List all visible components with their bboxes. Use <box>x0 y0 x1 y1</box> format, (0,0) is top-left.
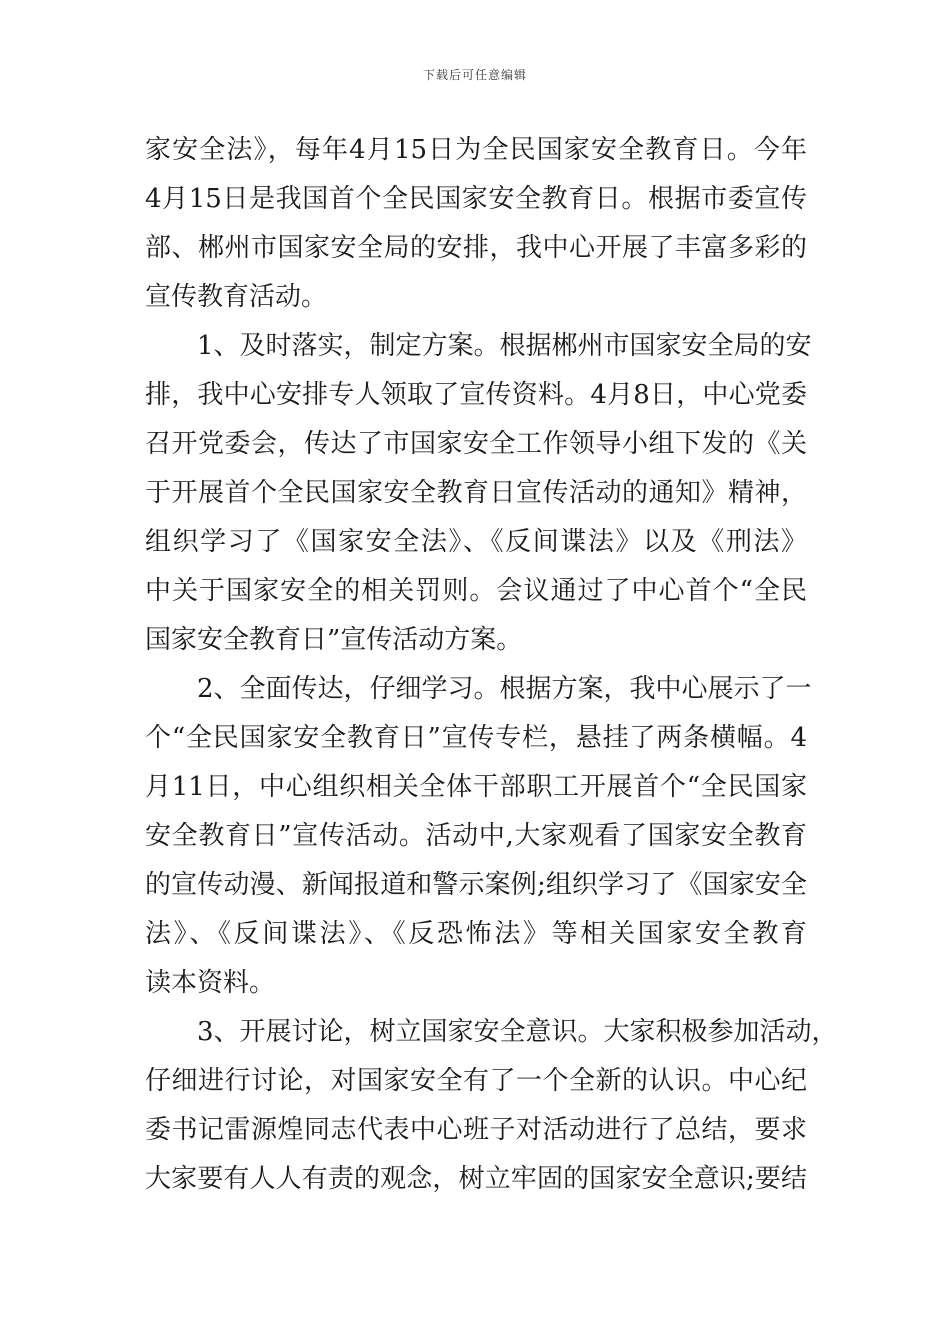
text-line: 家安全法》，每年4月15日为全民国家安全教育日。今年 <box>145 135 807 165</box>
paragraph-first-line: 2、全面传达，仔细学习。根据方案，我中心展示了一 <box>197 674 812 704</box>
text-line: 4月15日是我国首个全民国家安全教育日。根据市委宣传 <box>145 184 807 214</box>
text-line: 的宣传动漫、新闻报道和警示案例;组织学习了《国家安全 <box>145 870 807 900</box>
text-line: 读本资料。 <box>145 968 276 998</box>
text-line: 国家安全教育日”宣传活动方案。 <box>145 625 523 655</box>
text-line: 月11日，中心组织相关全体干部职工开展首个“全民国家 <box>145 772 807 802</box>
paragraph-first-line: 3、开展讨论，树立国家安全意识。大家积极参加活动， <box>197 1017 838 1047</box>
text-line: 于开展首个全民国家安全教育日宣传活动的通知》精神， <box>145 478 807 508</box>
text-line: 排，我中心安排专人领取了宣传资料。4月8日，中心党委 <box>145 380 807 410</box>
text-line: 安全教育日”宣传活动。活动中,大家观看了国家安全教育 <box>145 821 807 851</box>
paragraph-first-line: 1、及时落实，制定方案。根据郴州市国家安全局的安 <box>197 331 812 361</box>
text-line: 组织学习了《国家安全法》、《反间谍法》以及《刑法》 <box>145 527 807 557</box>
text-line: 宣传教育活动。 <box>145 282 328 312</box>
text-line: 召开党委会，传达了市国家安全工作领导小组下发的《关 <box>145 429 807 459</box>
text-line: 部、郴州市国家安全局的安排，我中心开展了丰富多彩的 <box>145 233 807 263</box>
text-line: 委书记雷源煌同志代表中心班子对活动进行了总结，要求 <box>145 1115 807 1145</box>
text-line: 个“全民国家安全教育日”宣传专栏，悬挂了两条横幅。4 <box>145 723 807 753</box>
document-body <box>145 126 838 1204</box>
text-line: 仔细进行讨论，对国家安全有了一个全新的认识。中心纪 <box>145 1066 807 1096</box>
text-line: 大家要有人人有责的观念，树立牢固的国家安全意识;要结 <box>145 1164 807 1194</box>
text-line: 中关于国家安全的相关罚则。会议通过了中心首个“全民 <box>145 576 807 606</box>
text-line: 法》、《反间谍法》、《反恐怖法》等相关国家安全教育 <box>145 919 807 949</box>
page-header-note: 下载后可任意编辑 <box>422 68 527 82</box>
